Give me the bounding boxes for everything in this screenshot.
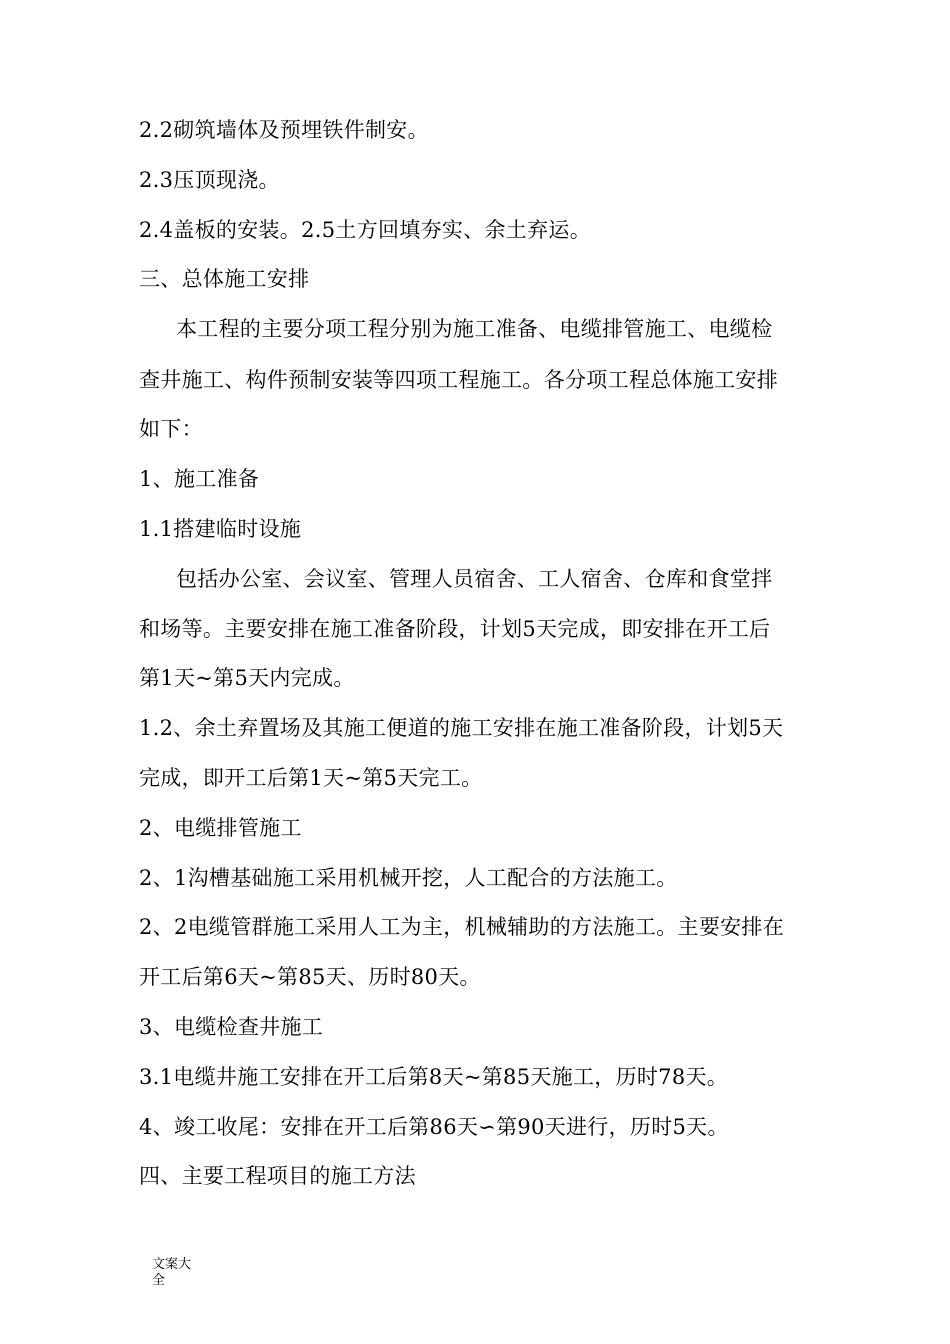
text-line: 2.2砌筑墙体及预埋铁件制安。 [139, 118, 429, 142]
section-heading: 三、总体施工安排 [139, 267, 310, 291]
text-line: 2、2电缆管群施工采用人工为主，机械辅助的方法施工。主要安排在 [139, 915, 785, 939]
subsection-heading: 1.1搭建临时设施 [139, 517, 302, 541]
text-line: 2.4盖板的安装。2.5土方回填夯实、余土弃运。 [139, 218, 591, 242]
paragraph-line: 查井施工、构件预制安装等四项工程施工。各分项工程总体施工安排 [139, 368, 778, 392]
footer-text: 文案大 [152, 1257, 192, 1272]
paragraph-line: 如下： [139, 417, 203, 441]
section-heading: 四、主要工程项目的施工方法 [139, 1164, 416, 1188]
text-line: 开工后第6天~第85天、历时80天。 [139, 965, 481, 989]
paragraph-line: 和场等。主要安排在施工准备阶段，计划5天完成，即安排在开工后 [139, 617, 771, 641]
paragraph-line: 完成，即开工后第1天~第5天完工。 [139, 766, 483, 790]
paragraph-line: 包括办公室、会议室、管理人员宿舍、工人宿舍、仓库和食堂拌 [176, 567, 773, 591]
subsection-heading: 1、施工准备 [139, 467, 260, 491]
text-line: 2、1沟槽基础施工采用机械开挖，人工配合的方法施工。 [139, 866, 678, 890]
footer-text: 全 [152, 1273, 166, 1288]
paragraph-line: 1.2、余土弃置场及其施工便道的施工安排在施工准备阶段，计划5天 [139, 716, 784, 740]
text-line: 3.1电缆井施工安排在开工后第8天~第85天施工，历时78天。 [139, 1065, 729, 1089]
paragraph-line: 第1天~第5天内完成。 [139, 666, 355, 690]
subsection-heading: 3、电缆检查井施工 [139, 1015, 324, 1039]
paragraph-line: 本工程的主要分项工程分别为施工准备、电缆排管施工、电缆检 [176, 317, 773, 341]
text-line: 2.3压顶现浇。 [139, 168, 280, 192]
text-line: 4、竣工收尾：安排在开工后第86天∽第90天进行，历时5天。 [139, 1115, 729, 1139]
subsection-heading: 2、电缆排管施工 [139, 816, 302, 840]
